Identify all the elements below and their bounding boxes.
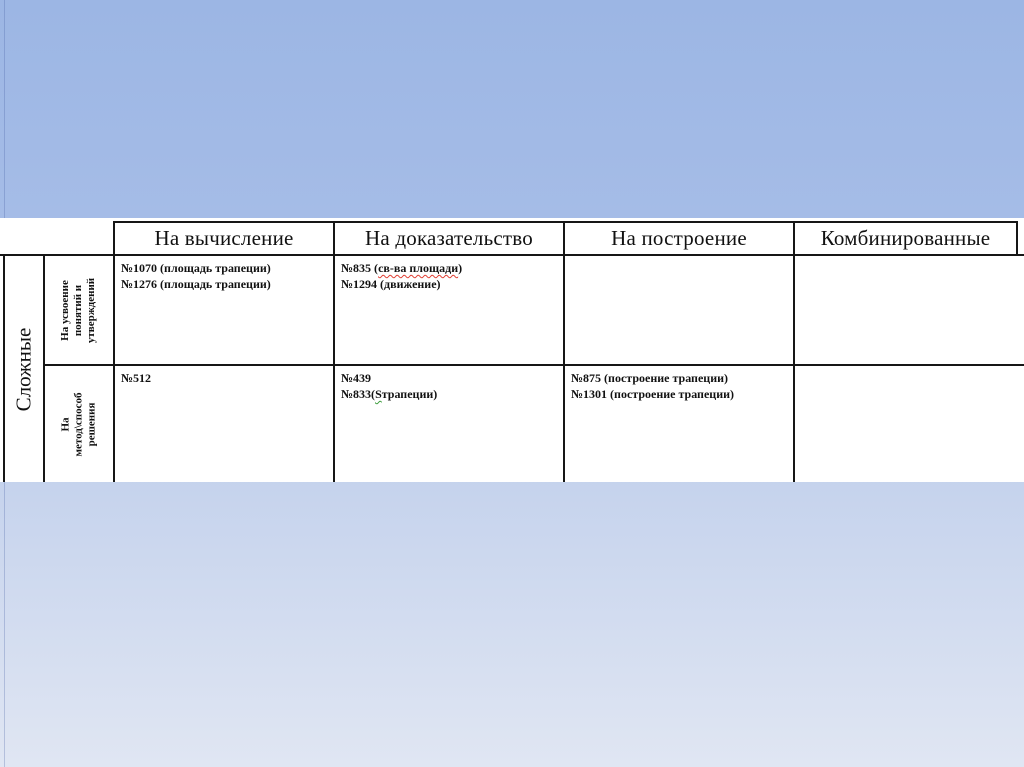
column-header-construction — [565, 223, 793, 254]
row-label-text: На усвоение понятий и утверждений — [59, 277, 98, 343]
column-header-calculation — [115, 223, 333, 254]
task-line: №835 (св-ва площади) — [341, 261, 463, 275]
row-group-label-text: Сложные — [11, 327, 36, 411]
column-header-proof — [335, 223, 563, 254]
column-header-label: Комбинированные — [820, 226, 991, 250]
cell-row1-proof — [335, 256, 563, 364]
column-header-combined — [795, 223, 1016, 254]
cell-row2-construction — [565, 366, 793, 482]
cell-row2-combined-empty — [795, 366, 1024, 482]
column-header-label: На доказательство — [365, 226, 533, 250]
task-line: №439 — [341, 371, 372, 385]
task-line: №833(Sтрапеции) — [341, 387, 438, 401]
column-header-label: На построение — [611, 226, 747, 250]
task-line: №1070 (площадь трапеции) — [121, 261, 271, 275]
table-border-line — [1016, 221, 1018, 256]
column-header-label: На вычисление — [154, 226, 294, 250]
row-group-label-complex — [5, 256, 43, 482]
task-line: №512 — [121, 371, 152, 385]
task-line: №875 (построение трапеции) — [571, 371, 729, 385]
cell-row1-combined-empty — [795, 256, 1024, 364]
cell-row2-proof — [335, 366, 563, 482]
problems-table — [0, 218, 1024, 482]
row-label-methods — [45, 366, 113, 482]
row-label-concepts — [45, 256, 113, 364]
task-line: №1294 (движение) — [341, 277, 441, 291]
task-line: №1301 (построение трапеции) — [571, 387, 735, 401]
misspelled-text: св-ва площади — [378, 261, 459, 275]
cell-row1-calculation — [115, 256, 333, 364]
grammar-marked-text: S — [375, 387, 382, 401]
cell-row1-construction-empty — [565, 256, 793, 364]
row-label-text: На метод\способ решения — [59, 391, 98, 457]
cell-row2-calculation — [115, 366, 333, 482]
task-line: №1276 (площадь трапеции) — [121, 277, 271, 291]
